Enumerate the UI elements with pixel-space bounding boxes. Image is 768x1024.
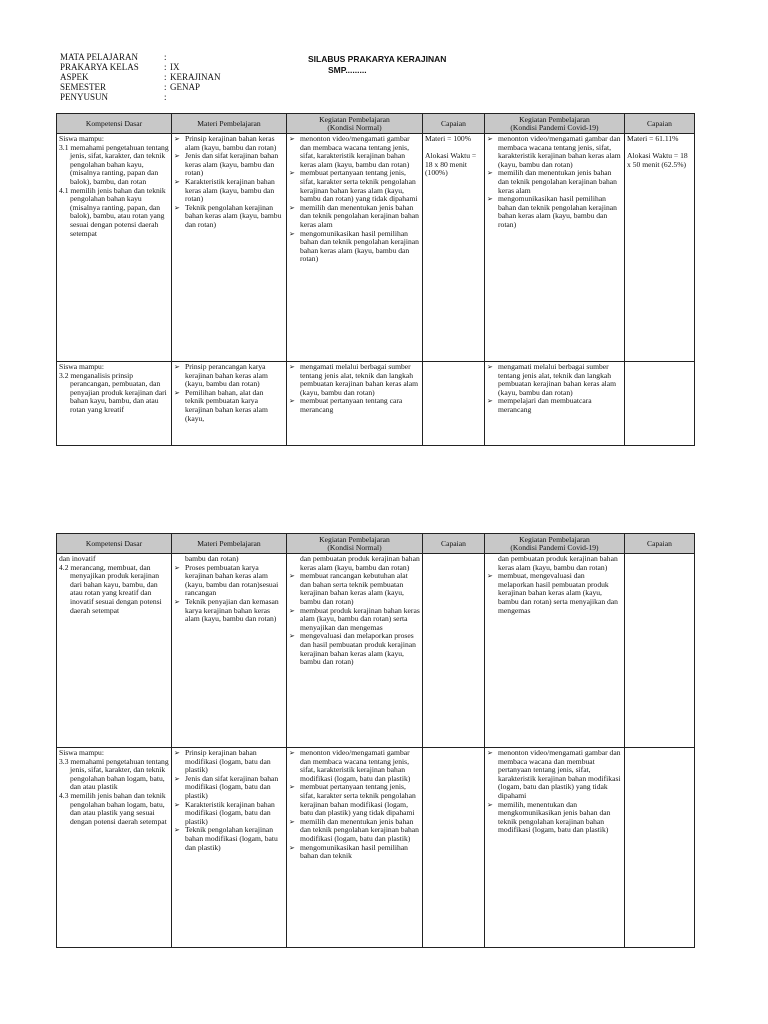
list-item: ➢ menonton video/mengamati gambar dan membaca wacana tentang jenis, sifat, karakteristik kerajinan bahan keras alam (kayu, bambu dan rotan)	[289, 135, 420, 169]
th-kegiatan-normal: Kegiatan Pembelajaran (Kondisi Normal)	[287, 114, 423, 134]
cell-kd: dan inovatif 4.2 merancang, membuat, dan menyajikan produk kerajinan dari bahan kayu, bambu, dan atau rotan yang kreatif dan inovatif sesuai dengan potensi daerah setempat	[57, 554, 172, 748]
list-item: ➢ membuat pertanyaan tentang cara merancang	[289, 397, 420, 414]
list-item: ➢ membuat, mengevaluasi dan melaporkan hasil pembuatan produk kerajinan bahan keras alam (kayu, bambu dan rotan) serta menyajikan dan mengemas	[487, 572, 622, 615]
list-item: ➢ menonton video/mengamati gambar dan membaca wacana tentang jenis, sifat, karakteristik kerajinan bahan modifikasi (logam, batu dan plastik)	[289, 749, 420, 783]
cell-kegiatan-normal	[287, 748, 423, 948]
cell-kegiatan-normal	[287, 134, 423, 362]
list-item: ➢ mengamati melalui berbagai sumber tentang jenis alat, teknik dan langkah pembuatan kerajinan bahan keras alam (kayu, bambu dan rotan)	[289, 363, 420, 397]
list-item: ➢ mengomunikasikan hasil pemilihan bahan dan teknik pengolahan kerajinan bahan keras alam (kayu, bambu dan rotan)	[487, 195, 622, 229]
th-kegiatan-pandemi: Kegiatan Pembelajaran (Kondisi Pandemi Covid-19)	[485, 534, 625, 554]
cell-capaian-2	[625, 362, 695, 446]
list-item: ➢ membuat produk kerajinan bahan keras alam (kayu, bambu dan rotan) serta menyajikan dan mengemas	[289, 607, 420, 633]
cell-kegiatan-pandemi: dan pembuatan produk kerajinan bahan keras alam (kayu, bambu dan rotan) ➢ membuat, mengevaluasi dan melaporkan hasil pembuatan produk kerajinan bahan keras alam (kayu, bambu dan rotan) serta menyajikan dan mengemas	[485, 554, 625, 748]
th-capaian-2: Capaian	[625, 534, 695, 554]
header-row-kelas: PRAKARYA KELAS : IX	[60, 62, 180, 72]
cell-capaian	[423, 362, 485, 446]
list-item: ➢ Teknik penyajian dan kemasan karya kerajinan bahan keras alam (kayu, bambu dan rotan)	[174, 598, 284, 624]
list-item: ➢ Prinsip perancangan karya kerajinan bahan keras alam (kayu, bambu dan rotan)	[174, 363, 284, 389]
list-item: ➢ Teknik pengolahan kerajinan bahan modifikasi (logam, batu dan plastik)	[174, 826, 284, 852]
cell-capaian-2	[625, 554, 695, 748]
list-item: ➢ memilih dan menentukan jenis bahan dan teknik pengolahan kerajinan bahan keras alam	[487, 169, 622, 195]
syllabus-table-2	[56, 533, 695, 948]
th-materi: Materi Pembelajaran	[172, 534, 287, 554]
list-item: ➢ menonton video/mengamati gambar dan membaca wacana tentang jenis, sifat, karakteristik kerajinan bahan keras alam (kayu, bambu dan rotan)	[487, 135, 622, 169]
header-row-aspek: ASPEK : KERAJINAN	[60, 72, 221, 82]
th-capaian: Capaian	[423, 114, 485, 134]
cell-materi	[172, 134, 287, 362]
list-item: ➢ menonton video/mengamati gambar dan membaca wacana dan membuat pertanyaan tentang jenis, sifat, karakteristik kerajinan bahan modifikasi (logam, batu dan plastik) yang tidak dipahami	[487, 749, 622, 801]
cell-kegiatan-pandemi	[485, 748, 625, 948]
th-kompetensi-dasar: Kompetensi Dasar	[57, 114, 172, 134]
header-row-mapel: MATA PELAJARAN :	[60, 52, 167, 62]
table-row	[57, 362, 695, 446]
cell-kegiatan-normal: dan pembuatan produk kerajinan bahan keras alam (kayu, bambu dan rotan) ➢ membuat rancangan kebutuhan alat dan bahan serta teknik pembuatan kerajinan bahan keras alam (kayu, bambu dan rotan) ➢ membuat produk kerajinan bahan keras alam (kayu, bambu dan rotan) serta menyajikan dan mengemas ➢ mengevaluasi dan melaporkan proses dan hasil pembuatan produk kerajinan kerajinan bahan keras alam (kayu, bambu dan rotan)	[287, 554, 423, 748]
list-item: ➢ memilih dan menentukan jenis bahan dan teknik pengolahan kerajinan bahan keras alam	[289, 204, 420, 230]
cell-kegiatan-pandemi	[485, 362, 625, 446]
list-item: ➢ mengomunikasikan hasil pemilihan bahan dan teknik pengolahan kerajinan bahan keras alam (kayu, bambu dan rotan)	[289, 230, 420, 264]
table-row	[57, 554, 695, 748]
table-row	[57, 134, 695, 362]
cell-capaian-2	[625, 748, 695, 948]
list-item: ➢ membuat rancangan kebutuhan alat dan bahan serta teknik pembuatan kerajinan bahan keras alam (kayu, bambu dan rotan)	[289, 572, 420, 606]
table-row	[57, 748, 695, 948]
cell-kd: Siswa mampu: 3.3 memahami pengetahuan tentang jenis, sifat, karakter, dan teknik pengolahan bahan logam, batu, dan atau plastik 4.3 memilih jenis bahan dan teknik pengolahan bahan logam, batu, dan atau plastik yang sesuai dengan potensi daerah setempat	[57, 748, 172, 948]
list-item: ➢ mengomunikasikan hasil pemilihan bahan dan teknik	[289, 844, 420, 861]
document-title: SILABUS PRAKARYA KERAJINAN SMP.........	[308, 54, 447, 75]
list-item: ➢ Karakteristik kerajinan bahan keras alam (kayu, bambu dan rotan)	[174, 178, 284, 204]
cell-kegiatan-pandemi	[485, 134, 625, 362]
list-item: ➢ memilih dan menentukan jenis bahan dan teknik pengolahan kerajinan bahan modifikasi (logam, batu dan plastik)	[289, 818, 420, 844]
list-item: ➢ Prinsip kerajinan bahan keras alam (kayu, bambu dan rotan)	[174, 135, 284, 152]
cell-materi: bambu dan rotan) ➢ Proses pembuatan karya kerajinan bahan keras alam (kayu, bambu dan rotan)sesuai rancangan ➢ Teknik penyajian dan kemasan karya kerajinan bahan keras alam (kayu, bambu dan rotan)	[172, 554, 287, 748]
list-item: ➢ Prinsip kerajinan bahan modifikasi (logam, batu dan plastik)	[174, 749, 284, 775]
list-item: ➢ memilih, menentukan dan mengkomunikasikan jenis bahan dan teknik pengolahan kerajinan bahan modifikasi (logam, batu dan plastik)	[487, 801, 622, 835]
table-header-row	[57, 114, 695, 134]
list-item: ➢ Proses pembuatan karya kerajinan bahan keras alam (kayu, bambu dan rotan)sesuai rancangan	[174, 564, 284, 598]
list-item: ➢ membuat pertanyaan tentang jenis, sifat, karakter serta teknik pengolahan kerajinan bahan keras alam (kayu, bambu dan rotan) yang tidak dipahami	[289, 169, 420, 203]
list-item: ➢ Jenis dan sifat kerajinan bahan keras alam (kayu, bambu dan rotan)	[174, 152, 284, 178]
th-capaian: Capaian	[423, 534, 485, 554]
cell-capaian	[423, 554, 485, 748]
th-kegiatan-normal: Kegiatan Pembelajaran (Kondisi Normal)	[287, 534, 423, 554]
header-row-penyusun: PENYUSUN :	[60, 92, 167, 102]
cell-capaian	[423, 748, 485, 948]
cell-kd: Siswa mampu: 3.2 menganalisis prinsip perancangan, pembuatan, dan penyajian produk kerajinan dari bahan kayu, bambu, dan atau rotan yang kreatif	[57, 362, 172, 446]
th-kegiatan-pandemi: Kegiatan Pembelajaran (Kondisi Pandemi Covid-19)	[485, 114, 625, 134]
document-subtitle: SMP.........	[328, 65, 367, 75]
cell-capaian: Materi = 100% Alokasi Waktu = 18 x 80 menit (100%)	[423, 134, 485, 362]
th-capaian-2: Capaian	[625, 114, 695, 134]
header-info	[60, 52, 221, 102]
cell-kd: Siswa mampu: 3.1 memahami pengetahuan tentang jenis, sifat, karakter, dan teknik pengolahan bahan kayu, (misalnya ranting, papan dan balok), bambu, dan rotan 4.1 memilih jenis bahan dan teknik pengolahan bahan kayu (misalnya ranting, papan, dan balok), bambu, atau rotan yang sesuai dengan potensi daerah setempat	[57, 134, 172, 362]
th-kompetensi-dasar: Kompetensi Dasar	[57, 534, 172, 554]
cell-materi	[172, 362, 287, 446]
list-item: ➢ Pemilihan bahan, alat dan teknik pembuatan karya kerajinan bahan keras alam (kayu,	[174, 389, 284, 423]
table-header-row	[57, 534, 695, 554]
list-item: ➢ mengamati melalui berbagai sumber tentang jenis alat, teknik dan langkah pembuatan kerajinan bahan keras alam (kayu, bambu dan rotan)	[487, 363, 622, 397]
cell-kegiatan-normal	[287, 362, 423, 446]
list-item: ➢ membuat pertanyaan tentang jenis, sifat, karakter serta teknik pengolahan kerajinan bahan modifikasi (logam, batu dan plastik) yang tidak dipahami	[289, 783, 420, 817]
cell-materi	[172, 748, 287, 948]
list-item: ➢ Teknik pengolahan kerajinan bahan keras alam (kayu, bambu dan rotan)	[174, 204, 284, 230]
th-materi: Materi Pembelajaran	[172, 114, 287, 134]
list-item: ➢ mengevaluasi dan melaporkan proses dan hasil pembuatan produk kerajinan kerajinan bahan keras alam (kayu, bambu dan rotan)	[289, 632, 420, 666]
list-item: ➢ Jenis dan sifat kerajinan bahan modifikasi (logam, batu dan plastik)	[174, 775, 284, 801]
header-row-semester: SEMESTER : GENAP	[60, 82, 201, 92]
list-item: ➢ mempelajari dan membuatcara merancang	[487, 397, 622, 414]
syllabus-table-1	[56, 113, 695, 446]
list-item: ➢ Karakteristik kerajinan bahan modifikasi (logam, batu dan plastik)	[174, 801, 284, 827]
cell-capaian-2: Materi = 61.11% Alokasi Waktu = 18 x 50 menit (62.5%)	[625, 134, 695, 362]
